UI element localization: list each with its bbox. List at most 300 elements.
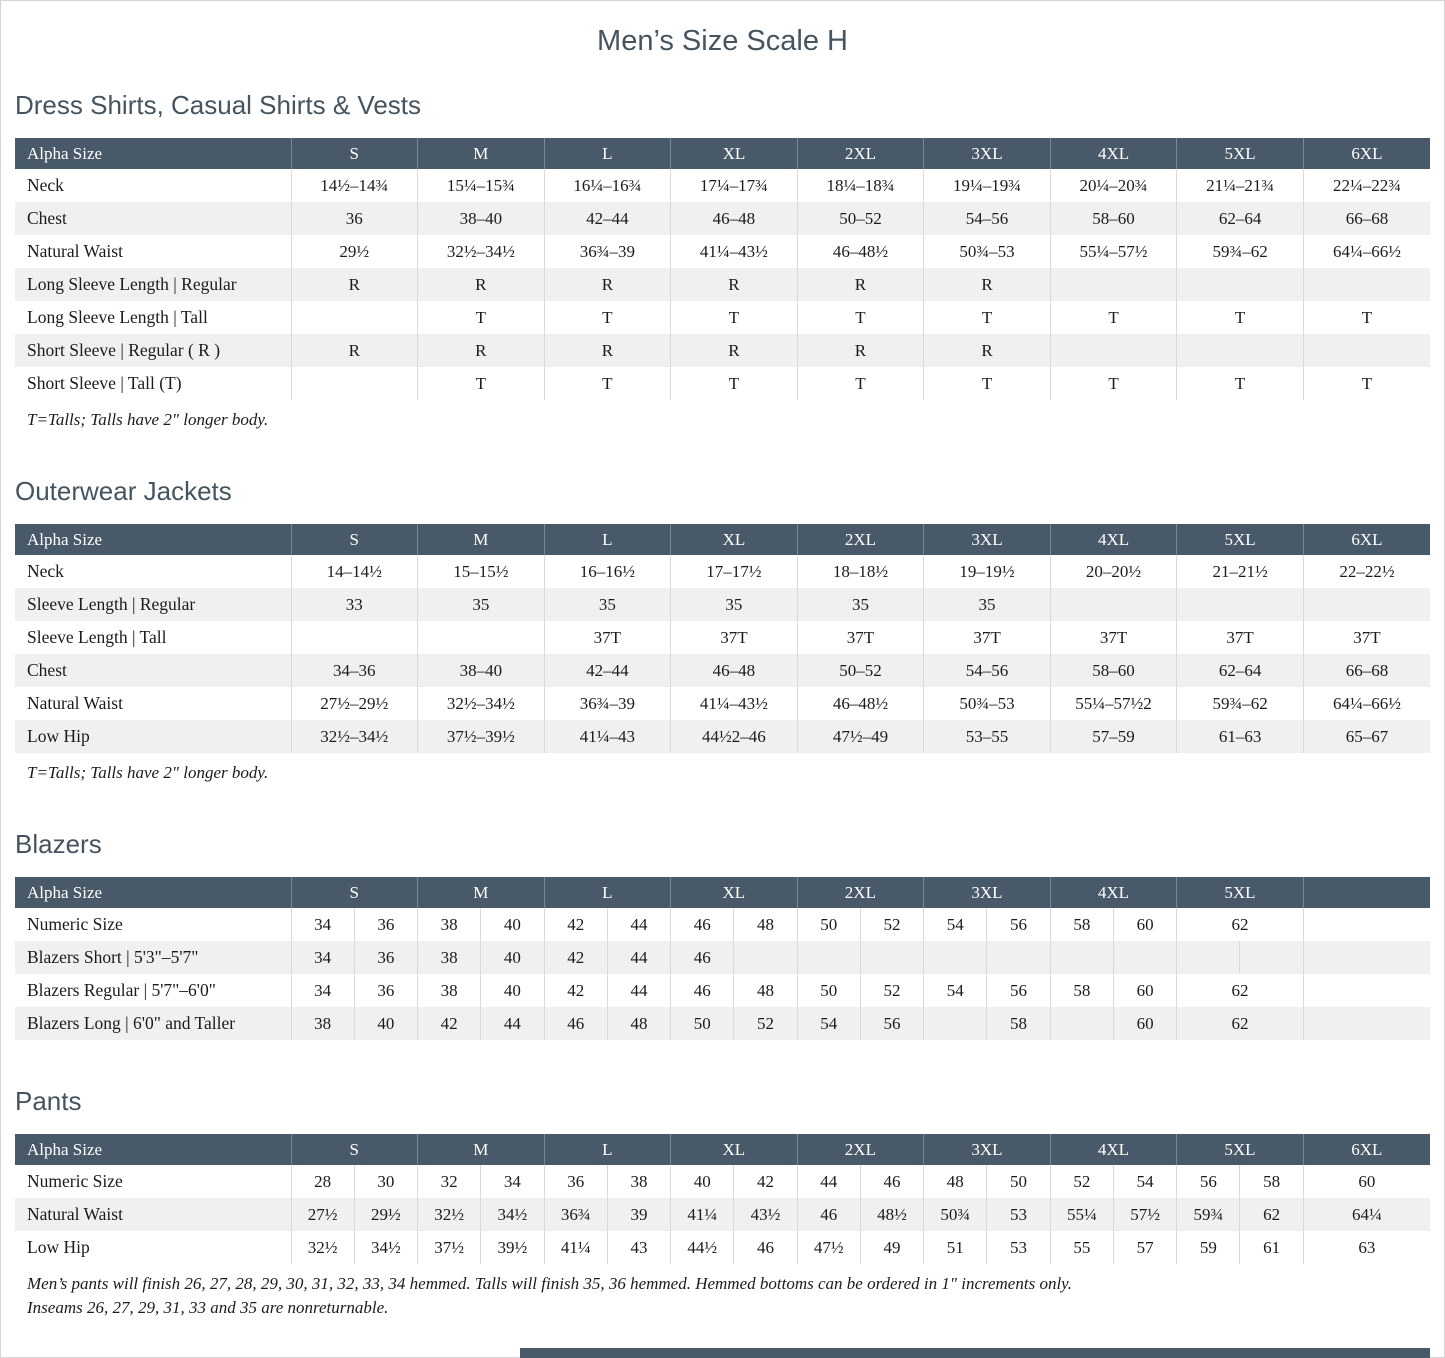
size-cell: 49 — [860, 1231, 923, 1264]
size-cell: 47½ — [797, 1231, 860, 1264]
column-header: M — [418, 1134, 545, 1165]
column-header: L — [544, 877, 671, 908]
size-cell: 63 — [1303, 1231, 1430, 1264]
size-cell: 51 — [924, 1231, 987, 1264]
size-cell: 55¼–57½ — [1050, 235, 1177, 268]
row-label: Numeric Size — [27, 914, 123, 934]
size-cell: 50 — [671, 1007, 734, 1040]
section-heading-dress-shirts: Dress Shirts, Casual Shirts & Vests — [15, 90, 422, 120]
size-cell: R — [544, 268, 671, 301]
section-pants — [15, 1086, 1430, 1318]
size-cell: 54–56 — [924, 202, 1051, 235]
size-cell: 66–68 — [1303, 202, 1430, 235]
size-cell: 56 — [1177, 1165, 1240, 1198]
size-cell — [1303, 1007, 1430, 1040]
size-cell — [1177, 941, 1240, 974]
header-row — [15, 1134, 1430, 1165]
table-row — [15, 720, 1430, 753]
size-cell: 54 — [924, 974, 987, 1007]
column-header: 3XL — [924, 524, 1051, 555]
table-row — [15, 654, 1430, 687]
row-label: Blazers Short | 5'3"–5'7" — [27, 947, 199, 967]
column-header-label: Alpha Size — [15, 138, 291, 169]
size-cell: 35 — [418, 588, 545, 621]
table-row — [15, 1007, 1430, 1040]
size-cell: 60 — [1113, 908, 1176, 941]
size-cell: 36 — [291, 202, 418, 235]
size-cell: 36¾–39 — [544, 687, 671, 720]
size-cell: 15–15½ — [418, 555, 545, 588]
size-cell: 39½ — [481, 1231, 544, 1264]
size-cell: 37T — [544, 621, 671, 654]
row-label: Numeric Size — [27, 1171, 123, 1191]
size-cell: 50 — [797, 908, 860, 941]
row-label: Blazers Long | 6'0" and Taller — [27, 1013, 236, 1033]
size-cell — [291, 621, 418, 654]
column-header: XL — [671, 524, 798, 555]
table-note: T=Talls; Talls have 2" longer body. — [27, 410, 269, 429]
column-header: M — [418, 877, 545, 908]
table-outerwear-jackets — [15, 524, 1430, 753]
size-cell: 32½ — [291, 1231, 354, 1264]
size-cell: R — [544, 334, 671, 367]
column-header: 6XL — [1303, 1134, 1430, 1165]
row-label: Sleeve Length | Tall — [27, 627, 167, 647]
size-cell: T — [1303, 367, 1430, 400]
size-cell: 64¼–66½ — [1303, 687, 1430, 720]
row-label: Long Sleeve Length | Regular — [27, 274, 237, 294]
size-cell: R — [924, 268, 1051, 301]
size-cell: 18–18½ — [797, 555, 924, 588]
size-cell: 29½ — [291, 235, 418, 268]
size-cell: 30 — [354, 1165, 417, 1198]
size-cell: T — [1050, 367, 1177, 400]
size-cell: 35 — [671, 588, 798, 621]
column-header: 4XL — [1050, 1134, 1177, 1165]
size-cell: 22¼–22¾ — [1303, 169, 1430, 202]
size-cell: T — [544, 367, 671, 400]
size-cell: 42–44 — [544, 202, 671, 235]
column-header — [1303, 877, 1430, 908]
size-cell: 42 — [734, 1165, 797, 1198]
row-label: Natural Waist — [27, 693, 123, 713]
size-cell: 52 — [860, 974, 923, 1007]
section-dress-shirts — [15, 90, 1430, 430]
column-header: 3XL — [924, 877, 1051, 908]
size-cell: 32½–34½ — [418, 687, 545, 720]
size-cell: 37T — [924, 621, 1051, 654]
size-cell: 61–63 — [1177, 720, 1304, 753]
size-cell — [734, 941, 797, 974]
table-row — [15, 202, 1430, 235]
size-cell: 46 — [544, 1007, 607, 1040]
size-cell: 50¾–53 — [924, 235, 1051, 268]
size-cell: 46 — [860, 1165, 923, 1198]
size-cell: 36 — [354, 908, 417, 941]
size-cell: 50 — [797, 974, 860, 1007]
size-cell: 61 — [1240, 1231, 1303, 1264]
column-header-label: Alpha Size — [15, 1134, 291, 1165]
column-header: L — [544, 524, 671, 555]
size-cell: 14–14½ — [291, 555, 418, 588]
size-cell: 14½–14¾ — [291, 169, 418, 202]
row-label: Chest — [27, 660, 67, 680]
size-cell: 35 — [544, 588, 671, 621]
column-header: 4XL — [1050, 877, 1177, 908]
size-cell — [1113, 941, 1176, 974]
row-label: Low Hip — [27, 726, 90, 746]
size-cell — [1050, 941, 1113, 974]
size-cell: 43 — [607, 1231, 670, 1264]
row-label: Chest — [27, 208, 67, 228]
size-cell: 57–59 — [1050, 720, 1177, 753]
size-cell: 60 — [1113, 1007, 1176, 1040]
size-cell: 48 — [734, 974, 797, 1007]
column-header: 5XL — [1177, 138, 1304, 169]
size-cell: 37T — [1050, 621, 1177, 654]
table-pants — [15, 1134, 1430, 1264]
size-cell: R — [671, 268, 798, 301]
table-row — [15, 235, 1430, 268]
row-label: Neck — [27, 561, 64, 581]
size-cell: 62 — [1240, 1198, 1303, 1231]
size-cell: 58 — [1050, 908, 1113, 941]
size-cell: 36 — [544, 1165, 607, 1198]
size-cell: T — [924, 367, 1051, 400]
section-heading-blazers: Blazers — [15, 829, 102, 859]
size-cell: 50–52 — [797, 202, 924, 235]
size-cell: 40 — [481, 941, 544, 974]
size-cell: 38 — [418, 941, 481, 974]
table-row — [15, 687, 1430, 720]
size-cell: 46–48 — [671, 202, 798, 235]
size-cell: 59¾–62 — [1177, 687, 1304, 720]
size-cell: 38 — [418, 908, 481, 941]
table-row — [15, 908, 1430, 941]
size-cell: 62 — [1177, 974, 1304, 1007]
size-cell: 66–68 — [1303, 654, 1430, 687]
size-cell — [1303, 268, 1430, 301]
size-cell: 44 — [607, 941, 670, 974]
size-cell: 46 — [797, 1198, 860, 1231]
size-cell: 42 — [418, 1007, 481, 1040]
size-cell — [1050, 334, 1177, 367]
size-cell — [1303, 908, 1430, 941]
size-cell: 44 — [607, 974, 670, 1007]
section-heading-outerwear-jackets: Outerwear Jackets — [15, 476, 232, 506]
table-blazers — [15, 877, 1430, 1040]
size-cell: 56 — [860, 1007, 923, 1040]
column-header: 6XL — [1303, 138, 1430, 169]
size-cell: 22–22½ — [1303, 555, 1430, 588]
size-cell: 34 — [481, 1165, 544, 1198]
size-cell: 19¼–19¾ — [924, 169, 1051, 202]
size-cell: T — [671, 301, 798, 334]
size-cell — [1303, 334, 1430, 367]
size-cell: 38–40 — [418, 654, 545, 687]
size-cell: T — [671, 367, 798, 400]
size-cell: 46 — [734, 1231, 797, 1264]
size-cell: 57½ — [1113, 1198, 1176, 1231]
size-cell: 48 — [734, 908, 797, 941]
size-cell: 64¼ — [1303, 1198, 1430, 1231]
size-cell: R — [797, 268, 924, 301]
column-header: M — [418, 138, 545, 169]
size-cell: 62 — [1177, 1007, 1304, 1040]
size-cell: 32½–34½ — [418, 235, 545, 268]
size-cell: 57 — [1113, 1231, 1176, 1264]
size-cell: T — [1177, 301, 1304, 334]
size-cell: 48 — [924, 1165, 987, 1198]
size-cell: 43½ — [734, 1198, 797, 1231]
column-header: S — [291, 1134, 418, 1165]
size-cell: 32½ — [418, 1198, 481, 1231]
size-cell: 44 — [481, 1007, 544, 1040]
size-cell — [418, 621, 545, 654]
size-cell: 59 — [1177, 1231, 1240, 1264]
size-cell: T — [797, 301, 924, 334]
column-header: 4XL — [1050, 138, 1177, 169]
section-blazers — [15, 829, 1430, 1040]
size-cell — [1050, 588, 1177, 621]
column-header: XL — [671, 1134, 798, 1165]
size-cell: 50 — [987, 1165, 1050, 1198]
column-header: 5XL — [1177, 524, 1304, 555]
column-header: 3XL — [924, 138, 1051, 169]
size-cell: 62–64 — [1177, 202, 1304, 235]
size-cell: 38 — [291, 1007, 354, 1040]
size-cell: 44½ — [671, 1231, 734, 1264]
size-cell: 42 — [544, 974, 607, 1007]
size-cell: 35 — [797, 588, 924, 621]
size-cell: 58 — [987, 1007, 1050, 1040]
column-header: XL — [671, 138, 798, 169]
size-cell: 38–40 — [418, 202, 545, 235]
size-cell — [924, 1007, 987, 1040]
size-cell — [924, 941, 987, 974]
size-cell: 46–48½ — [797, 235, 924, 268]
size-cell: 54–56 — [924, 654, 1051, 687]
size-cell: 46–48 — [671, 654, 798, 687]
size-cell: 40 — [481, 908, 544, 941]
size-cell: 32 — [418, 1165, 481, 1198]
size-cell: 65–67 — [1303, 720, 1430, 753]
size-cell: 15¼–15¾ — [418, 169, 545, 202]
size-cell: R — [797, 334, 924, 367]
size-cell — [1303, 974, 1430, 1007]
size-cell: 58 — [1240, 1165, 1303, 1198]
size-cell: 53–55 — [924, 720, 1051, 753]
size-cell: 21¼–21¾ — [1177, 169, 1304, 202]
size-cell: 37T — [671, 621, 798, 654]
size-cell: 60 — [1113, 974, 1176, 1007]
header-row — [15, 138, 1430, 169]
table-row — [15, 555, 1430, 588]
size-cell: 34–36 — [291, 654, 418, 687]
size-cell: 34 — [291, 941, 354, 974]
size-cell: 55¼ — [1050, 1198, 1113, 1231]
size-cell — [1177, 588, 1304, 621]
size-cell: 55 — [1050, 1231, 1113, 1264]
column-header: S — [291, 877, 418, 908]
size-cell: 42 — [544, 941, 607, 974]
size-cell: 39 — [607, 1198, 670, 1231]
size-cell — [1177, 268, 1304, 301]
size-cell: 44 — [797, 1165, 860, 1198]
column-header: L — [544, 1134, 671, 1165]
column-header: 2XL — [797, 138, 924, 169]
table-row — [15, 1231, 1430, 1264]
table-note: Men’s pants will finish 26, 27, 28, 29, 30, 31, 32, 33, 34 hemmed. Talls will finish 35, 36 hemmed. Hemmed bottoms can be ordered in 1" increments only. — [27, 1274, 1073, 1293]
column-header: 6XL — [1303, 524, 1430, 555]
size-cell: 17¼–17¾ — [671, 169, 798, 202]
table-row — [15, 621, 1430, 654]
size-cell: 50¾ — [924, 1198, 987, 1231]
row-label: Natural Waist — [27, 241, 123, 261]
size-cell: 59¾ — [1177, 1198, 1240, 1231]
size-cell: 58–60 — [1050, 202, 1177, 235]
size-cell — [1050, 268, 1177, 301]
size-cell: T — [1303, 301, 1430, 334]
size-cell: R — [418, 334, 545, 367]
row-label: Sleeve Length | Regular — [27, 594, 196, 614]
size-cell: 50¾–53 — [924, 687, 1051, 720]
size-cell: T — [924, 301, 1051, 334]
column-header: S — [291, 524, 418, 555]
size-cell: 16¼–16¾ — [544, 169, 671, 202]
table-row — [15, 1198, 1430, 1231]
size-cell: 36¾ — [544, 1198, 607, 1231]
column-header: L — [544, 138, 671, 169]
size-cell: 34 — [291, 908, 354, 941]
size-cell: 44½2–46 — [671, 720, 798, 753]
size-cell: 33 — [291, 588, 418, 621]
column-header: XL — [671, 877, 798, 908]
size-cell: 18¼–18¾ — [797, 169, 924, 202]
size-cell: 44 — [607, 908, 670, 941]
size-cell: T — [1177, 367, 1304, 400]
size-cell: 52 — [1050, 1165, 1113, 1198]
size-cell: 16–16½ — [544, 555, 671, 588]
column-header: S — [291, 138, 418, 169]
table-note: Inseams 26, 27, 29, 31, 33 and 35 are nonreturnable. — [27, 1298, 389, 1317]
section-heading-pants: Pants — [15, 1086, 82, 1116]
size-cell: T — [544, 301, 671, 334]
table-row — [15, 941, 1430, 974]
column-header: 5XL — [1177, 1134, 1304, 1165]
column-header: 2XL — [797, 524, 924, 555]
table-row — [15, 1165, 1430, 1198]
size-cell: 54 — [1113, 1165, 1176, 1198]
table-row — [15, 588, 1430, 621]
column-header: M — [418, 524, 545, 555]
size-cell: 53 — [987, 1198, 1050, 1231]
size-cell: 42 — [544, 908, 607, 941]
size-cell: 36 — [354, 974, 417, 1007]
size-cell: R — [291, 334, 418, 367]
size-cell: 58 — [1050, 974, 1113, 1007]
size-cell: 38 — [607, 1165, 670, 1198]
size-cell: 46 — [671, 974, 734, 1007]
size-cell: 54 — [924, 908, 987, 941]
size-cell: 37T — [1303, 621, 1430, 654]
size-cell: 37T — [797, 621, 924, 654]
tables-container — [15, 90, 1430, 1318]
size-cell: 64¼–66½ — [1303, 235, 1430, 268]
size-cell: T — [797, 367, 924, 400]
column-header-label: Alpha Size — [15, 524, 291, 555]
size-cell: 27½ — [291, 1198, 354, 1231]
size-cell: 29½ — [354, 1198, 417, 1231]
row-label: Long Sleeve Length | Tall — [27, 307, 208, 327]
row-label: Natural Waist — [27, 1204, 123, 1224]
column-header: 2XL — [797, 877, 924, 908]
row-label: Neck — [27, 175, 64, 195]
size-cell: 34½ — [354, 1231, 417, 1264]
table-row — [15, 334, 1430, 367]
row-label: Low Hip — [27, 1237, 90, 1257]
size-cell: 62 — [1177, 908, 1304, 941]
size-cell: 38 — [418, 974, 481, 1007]
size-cell — [1303, 588, 1430, 621]
section-outerwear-jackets — [15, 476, 1430, 783]
size-cell: 34 — [291, 974, 354, 1007]
table-note: T=Talls; Talls have 2" longer body. — [27, 763, 269, 782]
size-cell: 41¼–43½ — [671, 235, 798, 268]
size-cell: 41¼–43 — [544, 720, 671, 753]
size-cell — [1177, 334, 1304, 367]
size-cell: 58–60 — [1050, 654, 1177, 687]
size-cell: 37T — [1177, 621, 1304, 654]
size-cell — [797, 941, 860, 974]
size-cell: 55¼–57½2 — [1050, 687, 1177, 720]
size-cell: 56 — [987, 908, 1050, 941]
table-row — [15, 367, 1430, 400]
column-header: 3XL — [924, 1134, 1051, 1165]
size-cell: 40 — [481, 974, 544, 1007]
size-cell: 32½–34½ — [291, 720, 418, 753]
column-header: 4XL — [1050, 524, 1177, 555]
size-cell: 19–19½ — [924, 555, 1051, 588]
size-cell: 56 — [987, 974, 1050, 1007]
size-cell: 42–44 — [544, 654, 671, 687]
table-row — [15, 169, 1430, 202]
size-cell: R — [418, 268, 545, 301]
size-cell — [1050, 1007, 1113, 1040]
size-cell: 60 — [1303, 1165, 1430, 1198]
size-cell: 62–64 — [1177, 654, 1304, 687]
size-cell: 37½–39½ — [418, 720, 545, 753]
header-row — [15, 524, 1430, 555]
table-dress-shirts — [15, 138, 1430, 400]
size-cell: 46 — [671, 941, 734, 974]
size-cell: 41¼–43½ — [671, 687, 798, 720]
size-cell: 52 — [860, 908, 923, 941]
size-cell: 20¼–20¾ — [1050, 169, 1177, 202]
size-cell: T — [1050, 301, 1177, 334]
size-cell: R — [924, 334, 1051, 367]
size-cell: 40 — [354, 1007, 417, 1040]
size-cell: 37½ — [418, 1231, 481, 1264]
size-cell: 59¾–62 — [1177, 235, 1304, 268]
row-label: Blazers Regular | 5'7"–6'0" — [27, 980, 216, 1000]
header-row — [15, 877, 1430, 908]
size-cell: 35 — [924, 588, 1051, 621]
size-cell — [987, 941, 1050, 974]
page-title: Men’s Size Scale H — [597, 25, 848, 57]
size-cell: 48½ — [860, 1198, 923, 1231]
column-header: 5XL — [1177, 877, 1304, 908]
